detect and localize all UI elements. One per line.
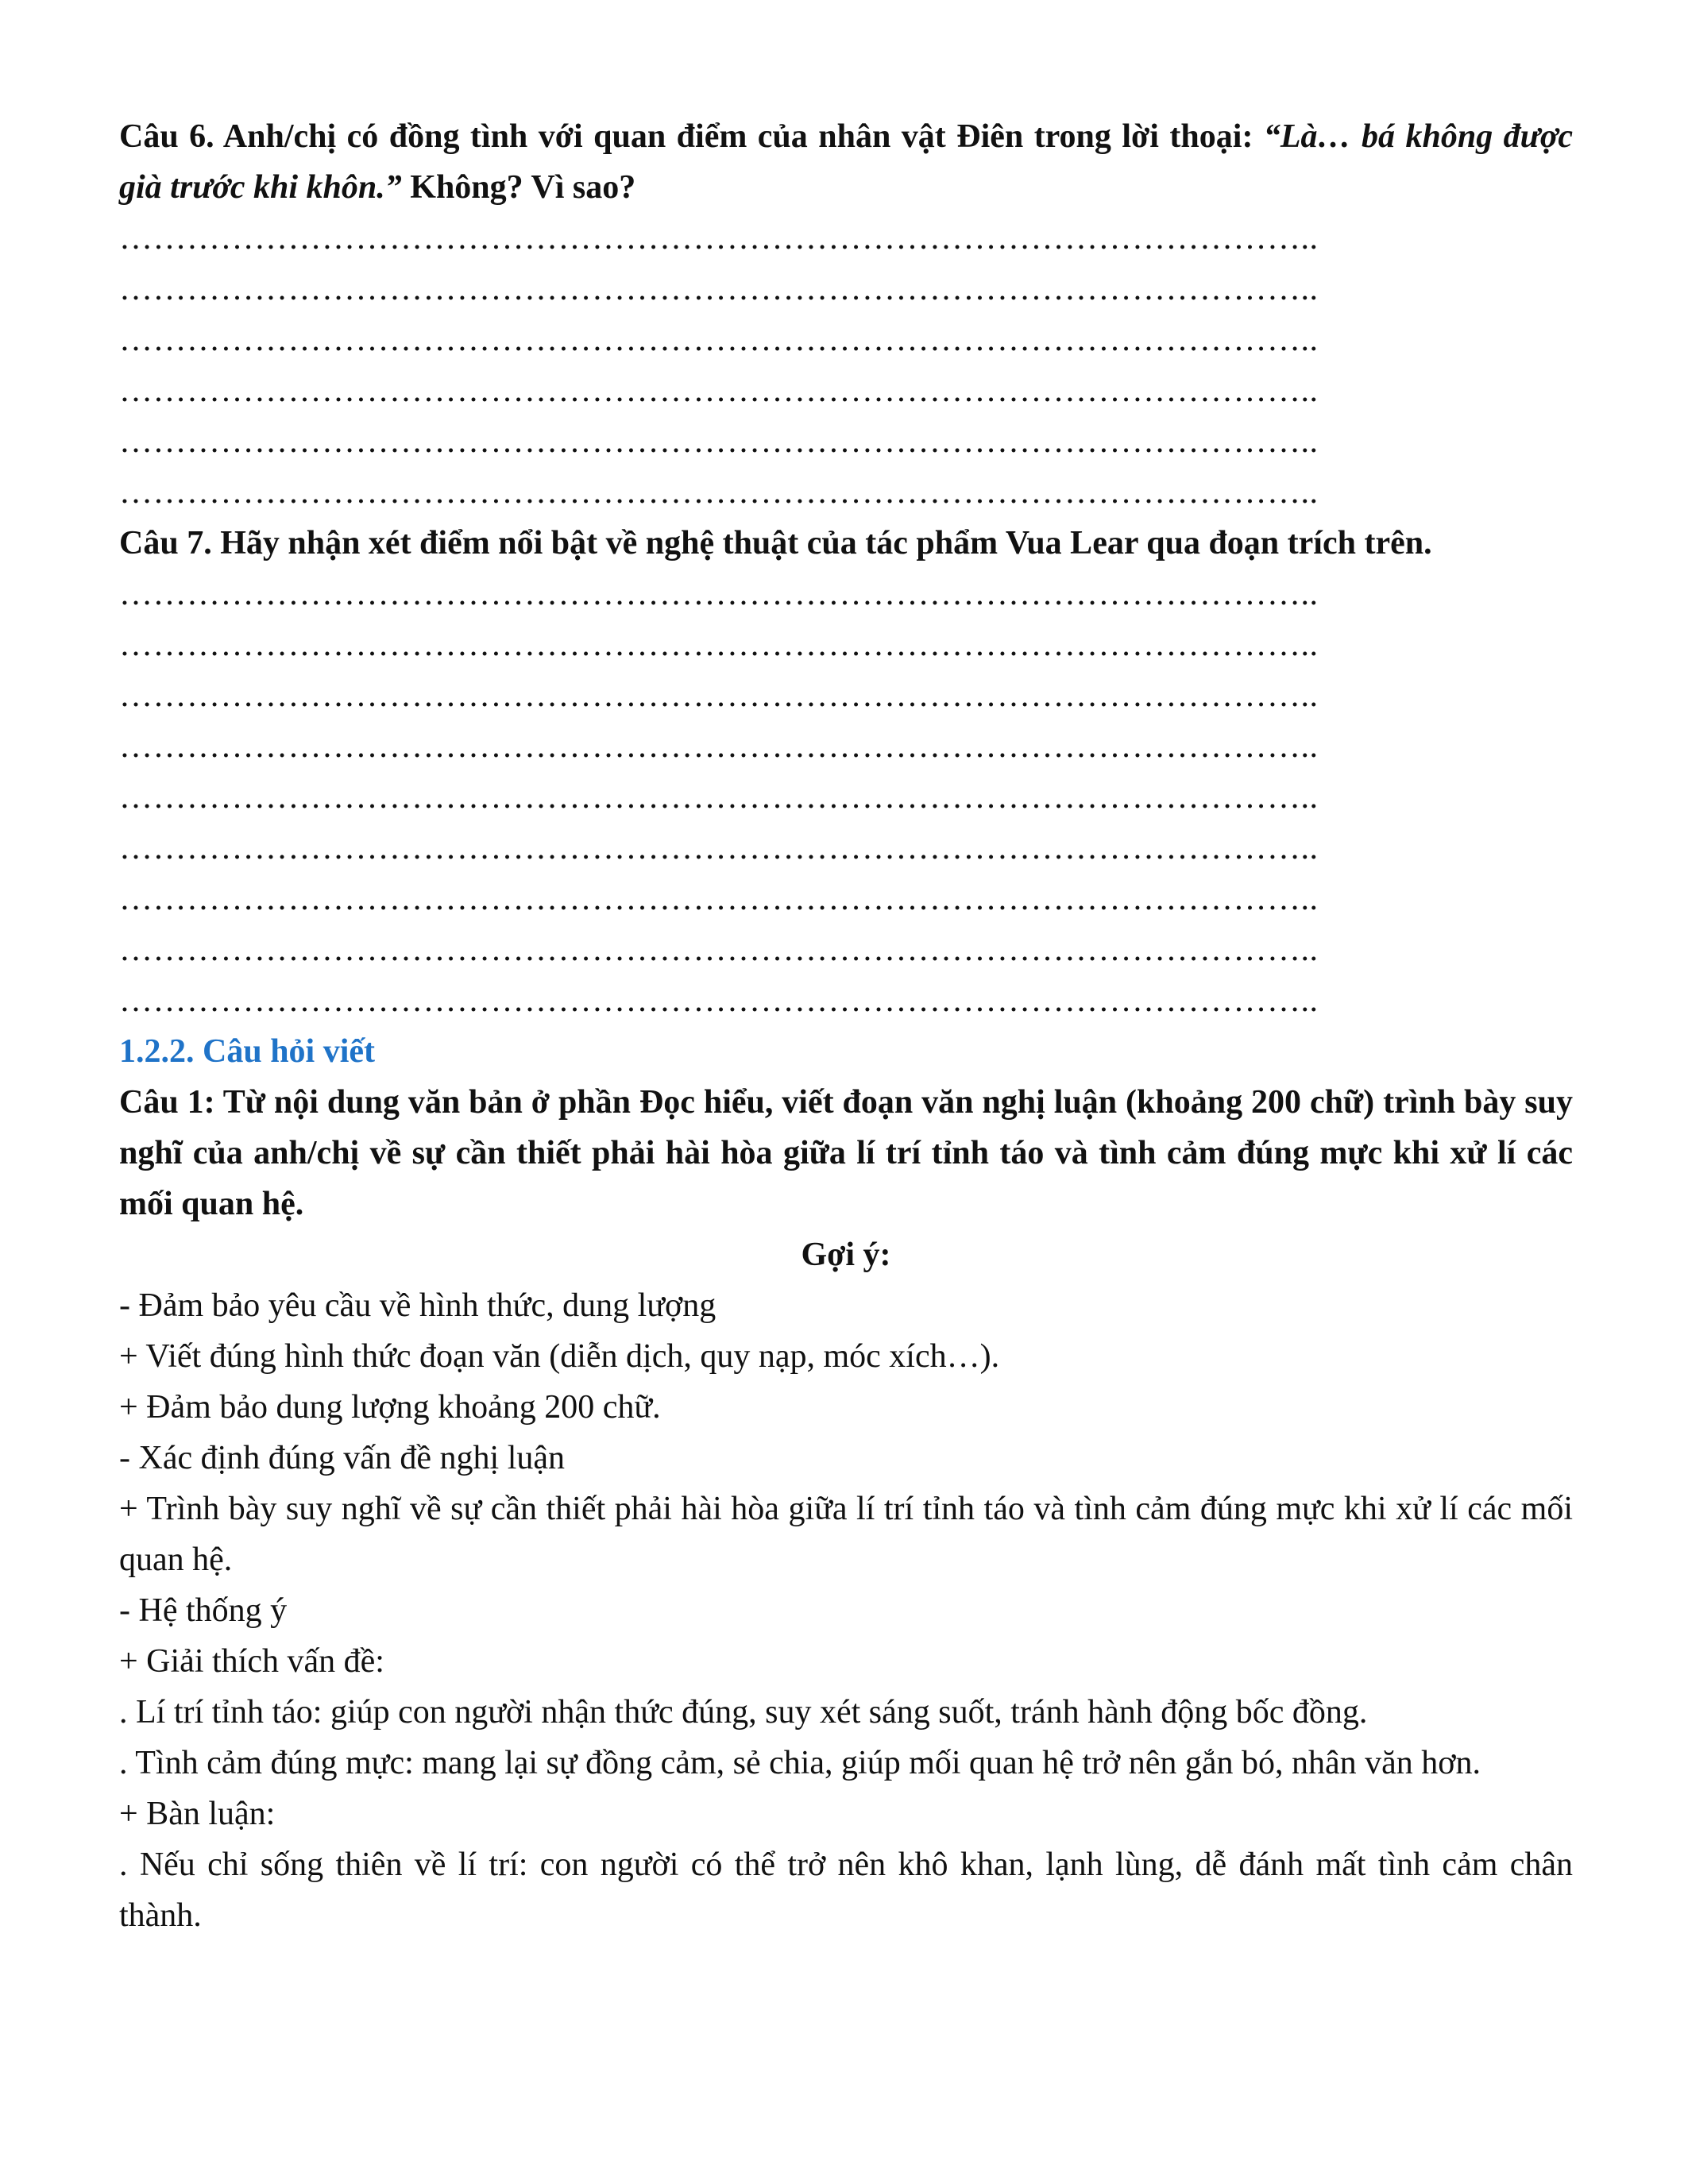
- answer-line: ……………………………………………………………………………………………..: [119, 677, 1319, 714]
- hint-item: + Bàn luận:: [119, 1796, 276, 1832]
- section-heading: 1.2.2. Câu hỏi viết: [119, 1033, 376, 1070]
- answer-line: ……………………………………………………………………………………………..: [119, 576, 1319, 612]
- answer-line: ……………………………………………………………………………………………..: [119, 627, 1319, 663]
- question-7: Câu 7. Hãy nhận xét điểm nổi bật về nghệ thuật của tác phẩm Vua Lear qua đoạn trích trên.: [119, 525, 1432, 561]
- hint-item: - Xác định đúng vấn đề nghị luận: [119, 1440, 566, 1476]
- question-6-tail: Không? Vì sao?: [401, 169, 636, 206]
- answer-line: ……………………………………………………………………………………………..: [119, 474, 1319, 511]
- answer-lines-q6: [119, 213, 1573, 518]
- answer-line: ……………………………………………………………………………………………..: [119, 881, 1319, 917]
- hint-item: . Lí trí tỉnh táo: giúp con người nhận thức đúng, suy xét sáng suốt, tránh hành động bốc đồng.: [119, 1694, 1368, 1731]
- answer-line: ……………………………………………………………………………………………..: [119, 728, 1319, 765]
- question-6-quote: “Là… bá không được già trước khi khôn.”: [119, 118, 1574, 206]
- writing-question-1: Câu 1: Từ nội dung văn bản ở phần Đọc hiểu, viết đoạn văn nghị luận (khoảng 200 chữ) trình bày suy nghĩ của anh/chị về sự cần thiết phải hài hòa giữa lí trí tỉnh táo và tình cảm đúng mực khi xử lí các mối quan hệ.: [119, 1084, 1573, 1222]
- answer-lines-q7: [119, 569, 1573, 1026]
- hint-item: + Giải thích vấn đề:: [119, 1643, 384, 1680]
- hint-item: . Nếu chỉ sống thiên về lí trí: con người có thể trở nên khô khan, lạnh lùng, dễ đánh mất tình cảm chân thành.: [119, 1846, 1573, 1934]
- answer-line: ……………………………………………………………………………………………..: [119, 372, 1319, 409]
- question-6: [119, 111, 1573, 213]
- answer-line: ……………………………………………………………………………………………..: [119, 423, 1319, 460]
- hint-item: + Trình bày suy nghĩ về sự cần thiết phải hài hòa giữa lí trí tỉnh táo và tình cảm đúng mực khi xử lí các mối quan hệ.: [119, 1491, 1573, 1578]
- hint-list: [119, 1280, 1573, 1941]
- answer-line: ……………………………………………………………………………………………..: [119, 932, 1319, 968]
- answer-line: ……………………………………………………………………………………………..: [119, 982, 1319, 1019]
- hint-item: - Hệ thống ý: [119, 1592, 288, 1629]
- answer-line: ……………………………………………………………………………………………..: [119, 322, 1319, 358]
- answer-line: ……………………………………………………………………………………………..: [119, 779, 1319, 816]
- answer-line: ……………………………………………………………………………………………..: [119, 830, 1319, 866]
- document-page: [119, 111, 1573, 1941]
- question-6-lead: Câu 6. Anh/chị có đồng tình với quan điểm của nhân vật Điên trong lời thoại:: [119, 118, 1264, 155]
- hint-item: + Đảm bảo dung lượng khoảng 200 chữ.: [119, 1389, 661, 1426]
- hint-item: . Tình cảm đúng mực: mang lại sự đồng cảm, sẻ chia, giúp mối quan hệ trở nên gắn bó, nhân văn hơn.: [119, 1745, 1481, 1781]
- hint-item: - Đảm bảo yêu cầu về hình thức, dung lượng: [119, 1287, 717, 1324]
- hint-heading: Gợi ý:: [801, 1237, 891, 1273]
- answer-line: ……………………………………………………………………………………………..: [119, 220, 1319, 257]
- hint-item: + Viết đúng hình thức đoạn văn (diễn dịch, quy nạp, móc xích…).: [119, 1338, 1000, 1375]
- answer-line: ……………………………………………………………………………………………..: [119, 271, 1319, 307]
